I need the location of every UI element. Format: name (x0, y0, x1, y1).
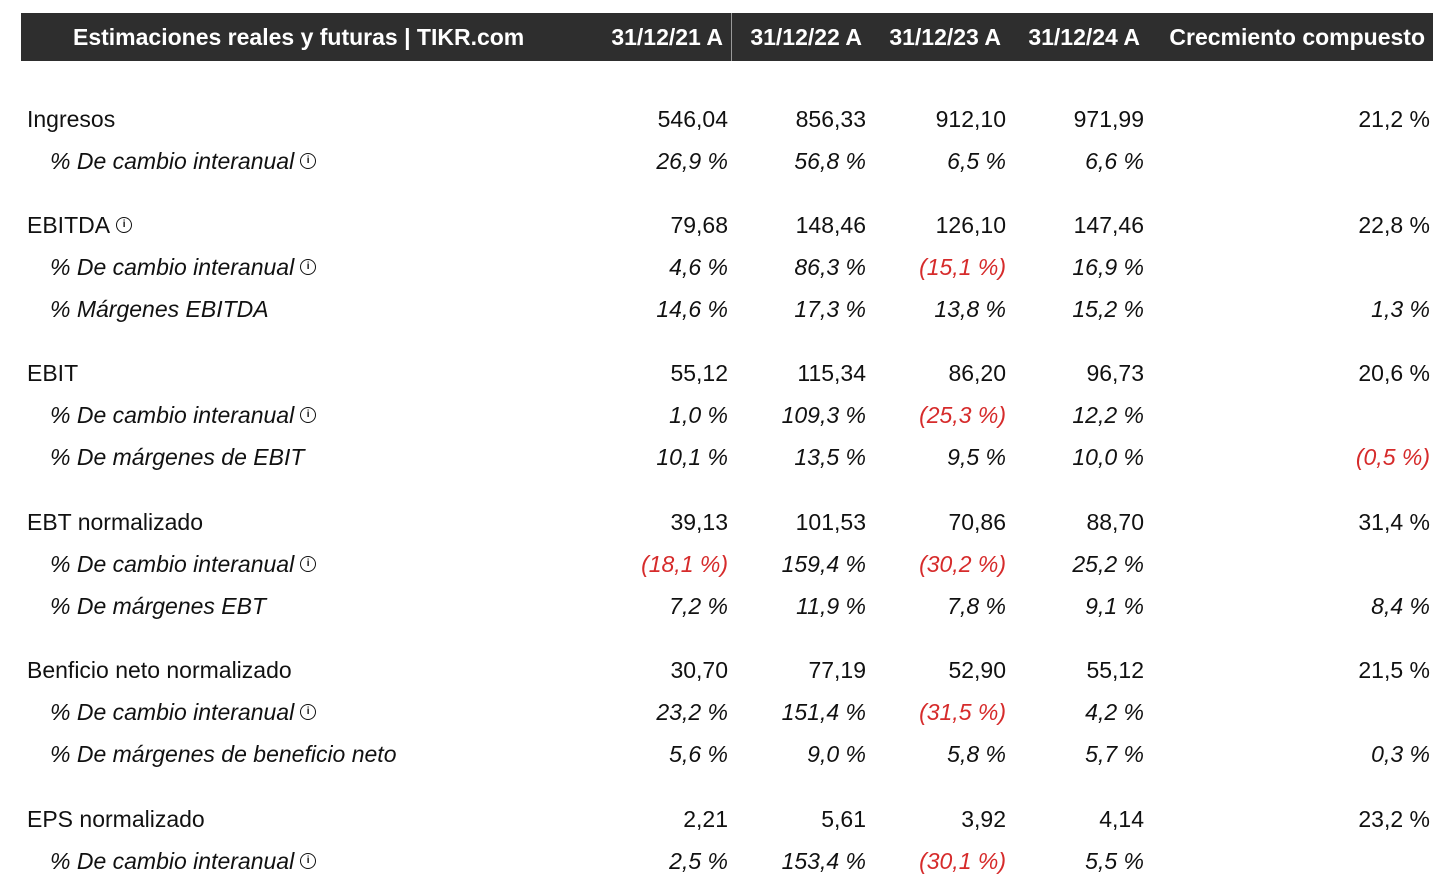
cell-2021: 546,04 (657, 106, 728, 132)
row-label: Ingresos (27, 106, 116, 132)
table-row (0, 141, 1456, 181)
cell-2022: 151,4 % (781, 699, 866, 725)
cell-2022: 86,3 % (794, 254, 866, 280)
cell-2022: 101,53 (795, 509, 866, 535)
cell-cagr: 21,5 % (1358, 657, 1430, 683)
cell-2021: 79,68 (670, 212, 728, 238)
cell-2021: 26,9 % (656, 148, 728, 174)
row-label: % De cambio interanual i (50, 841, 316, 881)
cell-2024: 88,70 (1086, 509, 1144, 535)
info-circle-icon[interactable]: i (300, 853, 316, 869)
cell-cagr: 23,2 % (1358, 806, 1430, 832)
cell-2021: 23,2 % (656, 699, 728, 725)
cell-2023: 912,10 (935, 106, 1006, 132)
table-row (0, 650, 1456, 690)
cell-2023: 7,8 % (947, 593, 1006, 619)
header-title: Estimaciones reales y futuras | TIKR.com (73, 24, 525, 50)
cell-2022: 11,9 % (796, 593, 866, 619)
cell-2021: 4,6 % (669, 254, 728, 280)
row-label: % De cambio interanual i (50, 247, 316, 287)
cell-2024: 9,1 % (1085, 593, 1144, 619)
cell-2023: 9,5 % (947, 444, 1006, 470)
cell-2022: 109,3 % (781, 402, 866, 428)
cell-2022: 5,61 (821, 806, 866, 832)
info-circle-icon[interactable]: i (300, 556, 316, 572)
table-row (0, 586, 1456, 626)
cell-cagr: 21,2 % (1358, 106, 1430, 132)
cell-cagr: 0,3 % (1371, 741, 1430, 767)
cell-2024: 96,73 (1086, 360, 1144, 386)
cell-2024: 6,6 % (1085, 148, 1144, 174)
cell-2022: 115,34 (797, 360, 866, 386)
cell-2022: 159,4 % (781, 551, 866, 577)
cell-2023: 126,10 (935, 212, 1006, 238)
row-label: EBIT (27, 360, 79, 386)
cell-2021: 14,6 % (656, 296, 728, 322)
cell-2022: 17,3 % (794, 296, 866, 322)
cell-cagr: (0,5 %) (1355, 444, 1430, 470)
header-col-2022: 31/12/22 A (750, 24, 862, 50)
cell-2022: 153,4 % (781, 848, 866, 874)
table-row (0, 289, 1456, 329)
cell-2022: 9,0 % (807, 741, 866, 767)
cell-2023: 52,90 (948, 657, 1006, 683)
cell-2024: 147,46 (1073, 212, 1144, 238)
cell-2023: 13,8 % (934, 296, 1006, 322)
row-label: % De cambio interanual i (50, 692, 316, 732)
cell-2021: 30,70 (670, 657, 728, 683)
info-circle-icon[interactable]: i (116, 217, 132, 233)
cell-2023: (31,5 %) (919, 699, 1006, 725)
cell-2021: 39,13 (670, 509, 728, 535)
cell-cagr: 31,4 % (1358, 509, 1430, 535)
cell-cagr: 22,8 % (1358, 212, 1430, 238)
header-col-2023: 31/12/23 A (889, 24, 1001, 50)
table-row (0, 99, 1456, 139)
cell-2023: (25,3 %) (919, 402, 1006, 428)
table-row (0, 353, 1456, 393)
cell-2024: 4,2 % (1085, 699, 1144, 725)
cell-2021: 55,12 (670, 360, 728, 386)
row-label: EBT normalizado (27, 509, 203, 535)
row-label: % De márgenes EBT (50, 593, 267, 619)
info-circle-icon[interactable]: i (300, 259, 316, 275)
cell-2023: (30,1 %) (919, 848, 1006, 874)
cell-2024: 10,0 % (1072, 444, 1144, 470)
cell-2023: 70,86 (948, 509, 1006, 535)
row-label: EBITDA i (27, 205, 132, 245)
table-row (0, 692, 1456, 732)
cell-2024: 16,9 % (1072, 254, 1144, 280)
table-row (0, 205, 1456, 245)
cell-2021: 7,2 % (669, 593, 728, 619)
cell-cagr: 1,3 % (1371, 296, 1430, 322)
cell-2023: 86,20 (948, 360, 1006, 386)
row-label: % De cambio interanual i (50, 395, 316, 435)
row-label: % De cambio interanual i (50, 141, 316, 181)
cell-2023: 6,5 % (947, 148, 1006, 174)
row-label: EPS normalizado (27, 806, 205, 832)
cell-2022: 856,33 (795, 106, 866, 132)
row-label: % Márgenes EBITDA (50, 296, 269, 322)
row-label: Benficio neto normalizado (27, 657, 292, 683)
cell-2021: (18,1 %) (641, 551, 728, 577)
info-circle-icon[interactable]: i (300, 407, 316, 423)
table-row (0, 841, 1456, 881)
cell-2022: 56,8 % (794, 148, 866, 174)
header-col-2021: 31/12/21 A (611, 24, 723, 50)
cell-2022: 13,5 % (794, 444, 866, 470)
row-label: % De márgenes de beneficio neto (50, 741, 397, 767)
cell-2023: 5,8 % (947, 741, 1006, 767)
cell-2021: 1,0 % (669, 402, 728, 428)
cell-2024: 12,2 % (1072, 402, 1144, 428)
cell-2024: 25,2 % (1072, 551, 1144, 577)
table-row (0, 734, 1456, 774)
table-row (0, 502, 1456, 542)
table-row (0, 395, 1456, 435)
cell-2021: 2,5 % (669, 848, 728, 874)
cell-cagr: 20,6 % (1358, 360, 1430, 386)
cell-2023: (15,1 %) (919, 254, 1006, 280)
table-row (0, 799, 1456, 839)
header-col-2024: 31/12/24 A (1028, 24, 1140, 50)
table-row (0, 544, 1456, 584)
info-circle-icon[interactable]: i (300, 153, 316, 169)
header-col-cagr: Crecmiento compuesto (1169, 24, 1425, 50)
cell-2024: 4,14 (1099, 806, 1144, 832)
cell-2024: 55,12 (1086, 657, 1144, 683)
cell-2023: 3,92 (961, 806, 1006, 832)
cell-2021: 10,1 % (656, 444, 728, 470)
cell-2024: 5,5 % (1085, 848, 1144, 874)
info-circle-icon[interactable]: i (300, 704, 316, 720)
table-header (21, 13, 1433, 61)
row-label: % De márgenes de EBIT (50, 444, 305, 470)
cell-2024: 971,99 (1073, 106, 1144, 132)
cell-2021: 2,21 (683, 806, 728, 832)
cell-2023: (30,2 %) (919, 551, 1006, 577)
cell-2021: 5,6 % (669, 741, 728, 767)
row-label: % De cambio interanual i (50, 544, 316, 584)
table-row (0, 247, 1456, 287)
cell-2024: 15,2 % (1072, 296, 1144, 322)
table-row (0, 437, 1456, 477)
cell-cagr: 8,4 % (1371, 593, 1430, 619)
cell-2022: 148,46 (795, 212, 866, 238)
cell-2022: 77,19 (808, 657, 866, 683)
cell-2024: 5,7 % (1085, 741, 1144, 767)
